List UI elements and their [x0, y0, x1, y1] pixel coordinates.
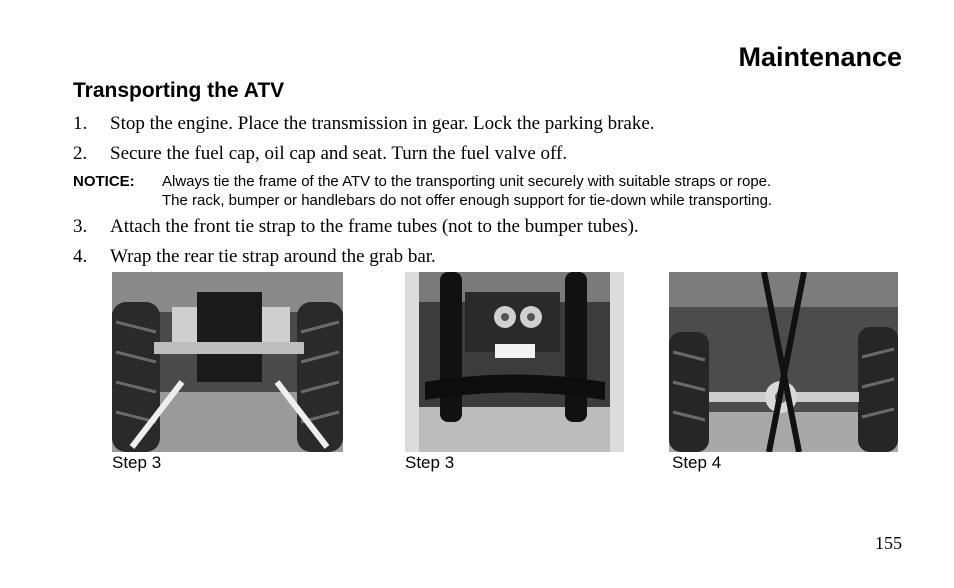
atv-rear-photo — [669, 272, 898, 452]
notice-line-1: Always tie the frame of the ATV to the transporting unit securely with suitable straps or rope. — [162, 173, 772, 190]
step-4 — [73, 246, 436, 268]
notice-label: NOTICE: — [73, 173, 135, 190]
step-text: Attach the front tie strap to the frame tubes (not to the bumper tubes). — [110, 216, 639, 237]
photo-front-tie-strap — [112, 272, 343, 452]
notice-text — [162, 172, 922, 210]
step-text: Secure the fuel cap, oil cap and seat. Turn the fuel valve off. — [110, 143, 568, 164]
step-1 — [73, 113, 655, 135]
step-number: 3. — [73, 216, 88, 237]
photo-frame-tubes — [405, 272, 624, 452]
figure-caption: Step 4 — [672, 453, 722, 472]
section-title: Transporting the ATV — [73, 79, 285, 102]
step-number: 1. — [73, 113, 88, 134]
frame-tubes-photo — [405, 272, 624, 452]
step-2 — [73, 143, 567, 165]
step-number: 2. — [73, 143, 88, 164]
notice-line-2: The rack, bumper or handlebars do not offer enough support for tie-down while transporting. — [162, 192, 773, 209]
step-number: 4. — [73, 246, 88, 267]
step-text: Wrap the rear tie strap around the grab bar. — [110, 246, 436, 267]
step-3 — [73, 216, 639, 238]
figure-caption: Step 3 — [405, 453, 455, 472]
atv-front-photo — [112, 272, 343, 452]
photo-rear-tie-strap — [669, 272, 898, 452]
step-text: Stop the engine. Place the transmission in gear. Lock the parking brake. — [110, 113, 655, 134]
figure-caption: Step 3 — [112, 453, 162, 472]
chapter-title: Maintenance — [738, 42, 902, 72]
page-number: 155 — [875, 533, 902, 553]
